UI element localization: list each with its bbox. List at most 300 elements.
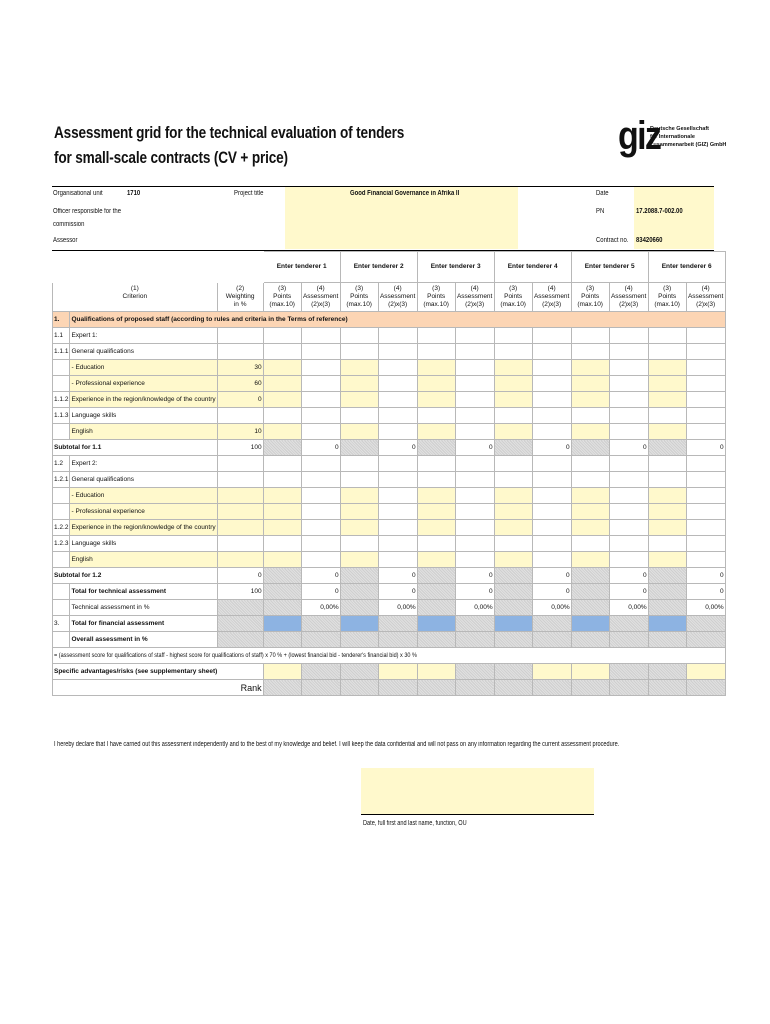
weight-cell[interactable] (217, 520, 263, 536)
table-row (53, 344, 726, 360)
org-unit-value[interactable]: 1710 (127, 190, 141, 197)
assessment-cell (378, 552, 417, 568)
row-number (53, 632, 70, 648)
points-cell (648, 440, 686, 456)
points-cell[interactable] (263, 536, 301, 552)
points-cell[interactable] (571, 664, 609, 680)
assessment-cell (609, 408, 648, 424)
rank-cell[interactable] (494, 680, 532, 696)
points-cell (340, 632, 378, 648)
assessment-cell: 0 (455, 584, 494, 600)
assessment-cell (532, 408, 571, 424)
title-line-1: Assessment grid for the technical evaluation of tenders (54, 123, 405, 142)
assessment-cell (378, 472, 417, 488)
points-cell[interactable] (417, 504, 455, 520)
points-cell (571, 440, 609, 456)
points-cell[interactable] (648, 552, 686, 568)
points-cell[interactable] (340, 424, 378, 440)
total-technical-label: Total for technical assessment (70, 584, 217, 600)
assessment-cell (455, 424, 494, 440)
points-cell[interactable] (494, 664, 532, 680)
assessment-cell (455, 632, 494, 648)
assessment-cell: 0 (301, 440, 340, 456)
points-header: (3) Points (max.10) (571, 283, 609, 312)
assessment-header: (4) Assessment (2)x(3) (532, 283, 571, 312)
points-cell[interactable] (263, 552, 301, 568)
assessment-cell (609, 680, 648, 696)
table-row (53, 424, 726, 440)
assessment-cell (686, 424, 725, 440)
points-cell[interactable] (417, 488, 455, 504)
assessment-cell: 0 (378, 440, 417, 456)
assessment-cell (609, 392, 648, 408)
points-cell[interactable] (263, 392, 301, 408)
advantages-row (53, 664, 726, 680)
points-cell[interactable] (263, 520, 301, 536)
points-cell[interactable] (648, 664, 686, 680)
assessment-cell (532, 680, 571, 696)
points-cell[interactable] (340, 360, 378, 376)
assessment-cell (301, 488, 340, 504)
signature-field[interactable] (361, 768, 594, 815)
points-cell[interactable] (571, 376, 609, 392)
points-cell[interactable] (340, 664, 378, 680)
points-cell[interactable] (648, 616, 686, 632)
criterion-label[interactable]: English (70, 552, 217, 568)
table-row (53, 392, 726, 408)
points-cell[interactable] (417, 616, 455, 632)
assessment-cell (609, 424, 648, 440)
points-cell (263, 568, 301, 584)
points-cell[interactable] (417, 552, 455, 568)
table-row (53, 376, 726, 392)
points-cell (263, 600, 301, 616)
points-cell[interactable] (571, 328, 609, 344)
points-cell[interactable] (340, 376, 378, 392)
points-cell[interactable] (494, 456, 532, 472)
assessment-cell (532, 328, 571, 344)
points-cell (494, 632, 532, 648)
row-number: 1. (53, 312, 70, 328)
points-header: (3) Points (max.10) (340, 283, 378, 312)
assessment-cell (378, 632, 417, 648)
assessment-cell (686, 680, 725, 696)
assessment-cell: 0,00% (609, 600, 648, 616)
assessment-cell (532, 376, 571, 392)
points-cell[interactable] (263, 504, 301, 520)
criterion-label[interactable]: - Education (70, 488, 217, 504)
assessment-cell (301, 552, 340, 568)
assessment-cell: 0 (532, 440, 571, 456)
assessment-cell (455, 344, 494, 360)
points-cell[interactable] (494, 424, 532, 440)
total-technical-row (53, 584, 726, 600)
assessment-cell (455, 392, 494, 408)
points-cell[interactable] (648, 488, 686, 504)
assessment-cell (609, 536, 648, 552)
points-cell[interactable] (494, 520, 532, 536)
points-cell[interactable] (494, 488, 532, 504)
rank-cell[interactable] (571, 680, 609, 696)
assessment-cell: 0 (301, 584, 340, 600)
assessment-cell (301, 536, 340, 552)
points-cell[interactable] (263, 456, 301, 472)
row-number: 1.1.1 (53, 344, 70, 360)
assessment-cell (532, 456, 571, 472)
points-cell[interactable] (263, 616, 301, 632)
row-number (53, 376, 70, 392)
points-cell (417, 440, 455, 456)
signature-label: Date, full first and last name, function, OU (363, 820, 467, 827)
points-cell[interactable] (340, 536, 378, 552)
points-cell[interactable] (417, 520, 455, 536)
points-cell[interactable] (571, 408, 609, 424)
table-row (53, 360, 726, 376)
points-cell[interactable] (340, 328, 378, 344)
weight-cell (217, 536, 263, 552)
table-row (53, 552, 726, 568)
points-cell[interactable] (417, 456, 455, 472)
points-cell[interactable] (648, 536, 686, 552)
weight-cell[interactable]: 60 (217, 376, 263, 392)
assessment-cell (455, 376, 494, 392)
points-cell[interactable] (340, 504, 378, 520)
points-cell[interactable] (648, 328, 686, 344)
assessment-cell (455, 536, 494, 552)
assessment-cell (532, 392, 571, 408)
weight-cell (217, 616, 263, 632)
giz-logo (618, 114, 728, 162)
row-number (53, 552, 70, 568)
assessment-cell (301, 328, 340, 344)
points-cell[interactable] (417, 360, 455, 376)
points-header: (3) Points (max.10) (417, 283, 455, 312)
technical-percent-row (53, 600, 726, 616)
tenderer-2-name[interactable]: Enter tenderer 2 (340, 252, 417, 283)
assessment-cell (301, 504, 340, 520)
points-cell (648, 600, 686, 616)
declaration-text: I hereby declare that I have carried out this assessment independently and to the best of my knowledge and belief. I will keep the data confidential and will not pass on any information regarding the current assessment procedure. (54, 741, 620, 748)
assessment-cell (532, 488, 571, 504)
points-cell[interactable] (340, 456, 378, 472)
assessment-cell (378, 664, 417, 680)
criterion-label[interactable]: - Education (70, 360, 217, 376)
points-cell[interactable] (571, 488, 609, 504)
points-cell[interactable] (494, 344, 532, 360)
points-cell[interactable] (571, 536, 609, 552)
points-header: (3) Points (max.10) (494, 283, 532, 312)
points-cell[interactable] (571, 520, 609, 536)
assessment-cell: 0 (455, 440, 494, 456)
assessment-cell: 0 (532, 568, 571, 584)
row-number: 1.2.2 (53, 520, 70, 536)
weight-cell (217, 600, 263, 616)
points-cell[interactable] (494, 504, 532, 520)
points-cell[interactable] (571, 344, 609, 360)
points-cell (571, 600, 609, 616)
points-cell[interactable] (340, 408, 378, 424)
assessment-cell: 0,00% (378, 600, 417, 616)
points-cell[interactable] (417, 664, 455, 680)
assessment-cell: 0 (378, 584, 417, 600)
assessment-cell: 0 (609, 440, 648, 456)
points-cell[interactable] (648, 408, 686, 424)
assessment-cell (301, 680, 340, 696)
points-cell[interactable] (648, 376, 686, 392)
project-title-value[interactable]: Good Financial Governance in Afrika II (350, 190, 460, 197)
points-cell[interactable] (263, 344, 301, 360)
points-cell[interactable] (648, 504, 686, 520)
points-cell (648, 632, 686, 648)
points-cell[interactable] (340, 552, 378, 568)
assessment-cell (378, 392, 417, 408)
points-header: (3) Points (max.10) (263, 283, 301, 312)
points-cell[interactable] (340, 344, 378, 360)
weight-cell (217, 456, 263, 472)
points-cell[interactable] (340, 488, 378, 504)
weight-cell[interactable] (217, 552, 263, 568)
assessment-cell (301, 376, 340, 392)
points-cell[interactable] (340, 520, 378, 536)
rank-cell[interactable] (340, 680, 378, 696)
subtotal-label: Subtotal for 1.2 (53, 568, 218, 584)
tenderer-5-name[interactable]: Enter tenderer 5 (571, 252, 648, 283)
rank-row (53, 680, 726, 696)
points-cell (340, 584, 378, 600)
assessment-cell (609, 504, 648, 520)
points-cell[interactable] (340, 616, 378, 632)
title-line-2: for small-scale contracts (CV + price) (54, 148, 288, 167)
assessment-cell (455, 616, 494, 632)
criterion-label[interactable]: English (70, 424, 217, 440)
assessment-cell (378, 424, 417, 440)
points-cell (571, 632, 609, 648)
weight-cell (217, 344, 263, 360)
weight-cell[interactable] (217, 504, 263, 520)
assessment-cell: 0 (455, 568, 494, 584)
points-cell[interactable] (263, 664, 301, 680)
points-cell[interactable] (417, 408, 455, 424)
logo-line-1: Deutsche Gesellschaft (650, 126, 709, 132)
assessment-cell: 0,00% (532, 600, 571, 616)
assessment-cell (532, 360, 571, 376)
points-cell[interactable] (494, 472, 532, 488)
assessment-cell (686, 472, 725, 488)
weight-cell[interactable] (217, 488, 263, 504)
points-cell[interactable] (417, 392, 455, 408)
assessment-cell: 0 (609, 584, 648, 600)
criterion-label[interactable]: - Professional experience (70, 376, 217, 392)
assessment-cell (686, 392, 725, 408)
points-cell[interactable] (263, 408, 301, 424)
formula-row (53, 648, 726, 664)
assessment-cell (532, 632, 571, 648)
assessment-cell (455, 664, 494, 680)
criterion-header: (1) Criterion (53, 283, 218, 312)
points-cell[interactable] (417, 424, 455, 440)
rank-cell[interactable] (263, 680, 301, 696)
points-cell[interactable] (494, 392, 532, 408)
points-cell[interactable] (494, 552, 532, 568)
assessment-cell (532, 552, 571, 568)
assessment-cell: 0 (686, 584, 725, 600)
points-cell (340, 440, 378, 456)
assessment-cell: 0 (609, 568, 648, 584)
row-number: 1.1.2 (53, 392, 70, 408)
section-1-row (53, 312, 726, 328)
financial-total-label: Total for financial assessment (70, 616, 217, 632)
logo-corporate-name (650, 125, 726, 149)
assessment-cell (301, 664, 340, 680)
assessment-cell (378, 408, 417, 424)
subtotal-label: Subtotal for 1.1 (53, 440, 218, 456)
assessment-cell: 0 (301, 568, 340, 584)
assessment-cell: 0 (686, 440, 725, 456)
officer-label-2: commission (53, 221, 85, 228)
assessment-cell (301, 632, 340, 648)
row-number: 1.2.3 (53, 536, 70, 552)
assessment-cell (378, 376, 417, 392)
tenderer-3-name[interactable]: Enter tenderer 3 (417, 252, 494, 283)
points-cell[interactable] (648, 344, 686, 360)
assessment-cell (686, 344, 725, 360)
assessment-cell (301, 360, 340, 376)
points-cell[interactable] (648, 360, 686, 376)
points-cell[interactable] (648, 472, 686, 488)
weight-cell (217, 408, 263, 424)
table-row (53, 488, 726, 504)
points-cell[interactable] (648, 424, 686, 440)
points-cell[interactable] (494, 536, 532, 552)
points-cell[interactable] (494, 616, 532, 632)
assessment-cell (532, 520, 571, 536)
points-cell[interactable] (263, 472, 301, 488)
assessment-cell (532, 472, 571, 488)
table-row (53, 504, 726, 520)
assessment-cell: 0,00% (301, 600, 340, 616)
assessment-cell (378, 328, 417, 344)
points-cell[interactable] (494, 408, 532, 424)
row-number: 1.2 (53, 456, 70, 472)
row-number: 1.1.3 (53, 408, 70, 424)
points-cell[interactable] (494, 360, 532, 376)
document-title (54, 120, 404, 170)
points-cell[interactable] (417, 376, 455, 392)
section-title: Qualifications of proposed staff (according to rules and criteria in the Terms of reference) (70, 312, 725, 328)
points-cell[interactable] (571, 456, 609, 472)
assessment-cell (609, 344, 648, 360)
criterion-label: General qualifications (70, 472, 217, 488)
points-cell (263, 584, 301, 600)
assessment-cell (686, 456, 725, 472)
assessment-grid (52, 251, 726, 696)
weight-cell[interactable]: 0 (217, 392, 263, 408)
points-cell[interactable] (648, 520, 686, 536)
assessment-cell (686, 552, 725, 568)
tenderer-4-name[interactable]: Enter tenderer 4 (494, 252, 571, 283)
assessment-cell (609, 552, 648, 568)
contract-value[interactable]: 83420660 (636, 237, 663, 244)
points-cell[interactable] (648, 456, 686, 472)
assessment-cell (301, 392, 340, 408)
assessment-cell (455, 360, 494, 376)
table-row (53, 536, 726, 552)
table-row (53, 408, 726, 424)
points-cell (263, 440, 301, 456)
points-cell[interactable] (417, 472, 455, 488)
points-cell[interactable] (263, 488, 301, 504)
assessment-cell (378, 616, 417, 632)
points-cell[interactable] (417, 536, 455, 552)
points-cell[interactable] (571, 616, 609, 632)
criterion-label: Expert 2: (70, 456, 217, 472)
assessment-cell (609, 328, 648, 344)
weight-cell[interactable]: 30 (217, 360, 263, 376)
points-cell[interactable] (263, 424, 301, 440)
assessment-cell (686, 488, 725, 504)
points-cell[interactable] (571, 424, 609, 440)
assessment-cell (301, 424, 340, 440)
weight-cell: 100 (217, 584, 263, 600)
tenderer-header-row (53, 252, 726, 283)
assessment-cell (301, 520, 340, 536)
assessment-cell (378, 456, 417, 472)
points-cell[interactable] (494, 376, 532, 392)
rank-cell[interactable] (417, 680, 455, 696)
assessment-cell (378, 536, 417, 552)
assessment-cell: 0,00% (455, 600, 494, 616)
points-cell (340, 568, 378, 584)
points-cell[interactable] (417, 344, 455, 360)
tenderer-1-name[interactable]: Enter tenderer 1 (263, 252, 340, 283)
points-cell[interactable] (417, 328, 455, 344)
assessment-cell (455, 456, 494, 472)
assessment-cell (686, 520, 725, 536)
points-cell[interactable] (571, 552, 609, 568)
assessment-cell (455, 328, 494, 344)
points-cell[interactable] (494, 328, 532, 344)
points-cell[interactable] (571, 360, 609, 376)
points-cell[interactable] (340, 392, 378, 408)
points-cell[interactable] (571, 392, 609, 408)
weight-cell (217, 632, 263, 648)
assessment-cell (686, 616, 725, 632)
assessment-cell (686, 360, 725, 376)
points-cell[interactable] (648, 392, 686, 408)
points-cell[interactable] (340, 472, 378, 488)
weight-cell[interactable]: 10 (217, 424, 263, 440)
assessment-cell: 0,00% (686, 600, 725, 616)
criterion-label[interactable]: Experience in the region/knowledge of the country (70, 520, 217, 536)
assessment-cell (532, 664, 571, 680)
criterion-label[interactable]: Experience in the region/knowledge of the country (70, 392, 217, 408)
pn-value[interactable]: 17.2088.7-002.00 (636, 208, 683, 215)
points-cell[interactable] (571, 504, 609, 520)
points-cell[interactable] (263, 328, 301, 344)
tenderer-6-name[interactable]: Enter tenderer 6 (648, 252, 725, 283)
points-cell[interactable] (571, 472, 609, 488)
points-cell (571, 568, 609, 584)
rank-cell[interactable] (648, 680, 686, 696)
criterion-label[interactable]: - Professional experience (70, 504, 217, 520)
subtotal-row (53, 568, 726, 584)
table-row (53, 520, 726, 536)
row-number: 3. (53, 616, 70, 632)
points-cell[interactable] (263, 376, 301, 392)
criterion-label: Language skills (70, 536, 217, 552)
points-cell[interactable] (263, 360, 301, 376)
assessment-cell (455, 472, 494, 488)
